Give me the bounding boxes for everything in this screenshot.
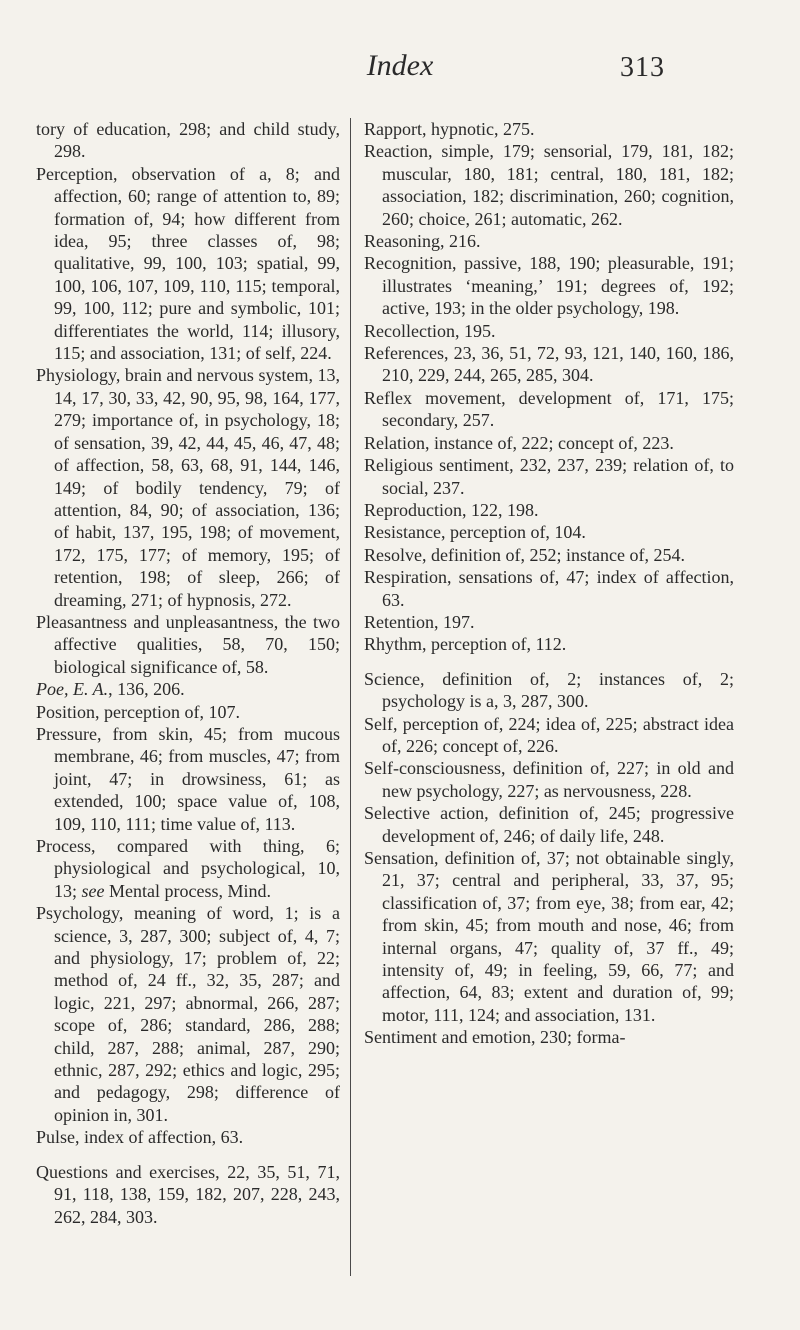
index-entry: Reasoning, 216. [364, 231, 481, 252]
running-title: Index [366, 49, 434, 82]
index-entry: Reflex movement, development of, 171, 175; secondary, 257. [364, 387, 734, 431]
index-entry: Perception, observation of a, 8; and affection, 60; range of attention to, 89; formation of, 94; how different from idea, 95; three classes of, 98; qualitative, 99, 100, 103; spatial, 99, 100, 106, 107, 109, 110, 115; temporal, 99, 100, 112; pure and symbolic, 101; differentiates the world, 114; illusory, 115; and association, 131; of self, 224. [36, 163, 340, 364]
page-header [0, 46, 800, 86]
index-column-right [364, 118, 734, 1049]
index-entry: Sensation, definition of, 37; not obtainable singly, 21, 37; central and peripheral, 33, 37, 95; classification of, 37; from eye, 38; from ear, 42; from skin, 45; from mouth and nose, 46; from internal organs, 47; quality of, 37 ff., 49; intensity of, 49; in feeling, 59, 66, 77; and affection, 64, 83; extent and duration of, 99; motor, 111, 124; and association, 131. [364, 848, 734, 1025]
index-entry: Respiration, sensations of, 47; index of affection, 63. [364, 567, 734, 610]
index-entry-italic: see [81, 880, 105, 901]
index-entry: Questions and exercises, 22, 35, 51, 71, 91, 118, 138, 159, 182, 207, 228, 243, 262, 284, 303. [36, 1161, 340, 1227]
column-divider [350, 118, 351, 1276]
index-entry: Relation, instance of, 222; concept of, 223. [364, 432, 674, 453]
index-entry: Psychology, meaning of word, 1; is a science, 3, 287, 300; subject of, 4, 7; and physiology, 17; problem of, 22; method of, 24 ff., 32, 35, 287; and logic, 221, 297; abnormal, 266, 287; scope of, 286; standard, 286, 288; child, 287, 288; animal, 287, 290; ethnic, 287, 292; ethics and logic, 295; and pedagogy, 298; difference of opinion in, 301. [36, 903, 340, 1125]
index-entry [36, 835, 340, 902]
index-entry: Pulse, index of affection, 63. [36, 1127, 244, 1148]
index-entry: Reproduction, 122, 198. [364, 499, 539, 520]
index-entry-text: Process, compared with thing, 6; physiological and psychological, 10, 13; [36, 836, 340, 901]
index-entry: Selective action, definition of, 245; progressive development of, 246; of daily life, 248. [364, 803, 734, 846]
index-entry: Sentiment and emotion, 230; forma- [364, 1027, 626, 1048]
index-entry: Pressure, from skin, 45; from mucous membrane, 46; from muscles, 47; from joint, 47; in drowsiness, 61; as extended, 100; space value of, 108, 109, 110, 111; time value of, 113. [36, 723, 340, 834]
index-entry: Recollection, 195. [364, 320, 496, 341]
index-entry: Pleasantness and unpleasantness, the two affective qualities, 58, 70, 150; biological significance of, 58. [36, 611, 340, 677]
index-entry: Reaction, simple, 179; sensorial, 179, 181, 182; muscular, 180, 181; central, 180, 181, 182; association, 182; discrimination, 260; cognition, 260; choice, 261; automatic, 262. [364, 141, 734, 229]
index-entry: Retention, 197. [364, 611, 475, 632]
index-columns [36, 118, 776, 1268]
index-entry: tory of education, 298; and child study, 298. [36, 119, 340, 162]
page-number: 313 [620, 52, 665, 83]
index-entry: Recognition, passive, 188, 190; pleasurable, 191; illustrates ‘meaning,’ 191; degrees of, 192; active, 193; in the older psychology, 198. [364, 253, 734, 319]
index-entry: Resolve, definition of, 252; instance of, 254. [364, 544, 685, 565]
index-entry: Self-consciousness, definition of, 227; in old and new psychology, 227; as nervousness, 228. [364, 758, 734, 801]
index-entry: Physiology, brain and nervous system, 13, 14, 17, 30, 33, 42, 90, 95, 98, 164, 177, 279; importance of, in psychology, 18; of sensation, 39, 42, 44, 45, 46, 47, 48; of affection, 58, 63, 68, 91, 144, 146, 149; of bodily tendency, 79; of attention, 84, 90; of association, 136; of habit, 137, 195, 198; of movement, 172, 175, 177; of memory, 195; of retention, 198; of sleep, 266; of dreaming, 271; of hypnosis, 272. [36, 365, 340, 610]
index-entry: Religious sentiment, 232, 237, 239; relation of, to social, 237. [364, 455, 734, 498]
index-entry: Position, perception of, 107. [36, 701, 240, 722]
index-entry: Self, perception of, 224; idea of, 225; abstract idea of, 226; concept of, 226. [364, 713, 734, 756]
index-entry: Science, definition of, 2; instances of, 2; psychology is a, 3, 287, 300. [364, 668, 734, 712]
index-entry: Rhythm, perception of, 112. [364, 634, 567, 655]
index-entry-text: Mental process, Mind. [104, 880, 271, 901]
index-entry-text: , 136, 206. [108, 679, 185, 700]
index-entry: Rapport, hypnotic, 275. [364, 119, 535, 139]
index-entry [36, 678, 340, 700]
index-entry-italic: Poe, E. A. [36, 679, 109, 700]
index-column-left [36, 118, 340, 1228]
index-entry: References, 23, 36, 51, 72, 93, 121, 140, 160, 186, 210, 229, 244, 265, 285, 304. [364, 343, 734, 386]
index-entry: Resistance, perception of, 104. [364, 522, 586, 543]
